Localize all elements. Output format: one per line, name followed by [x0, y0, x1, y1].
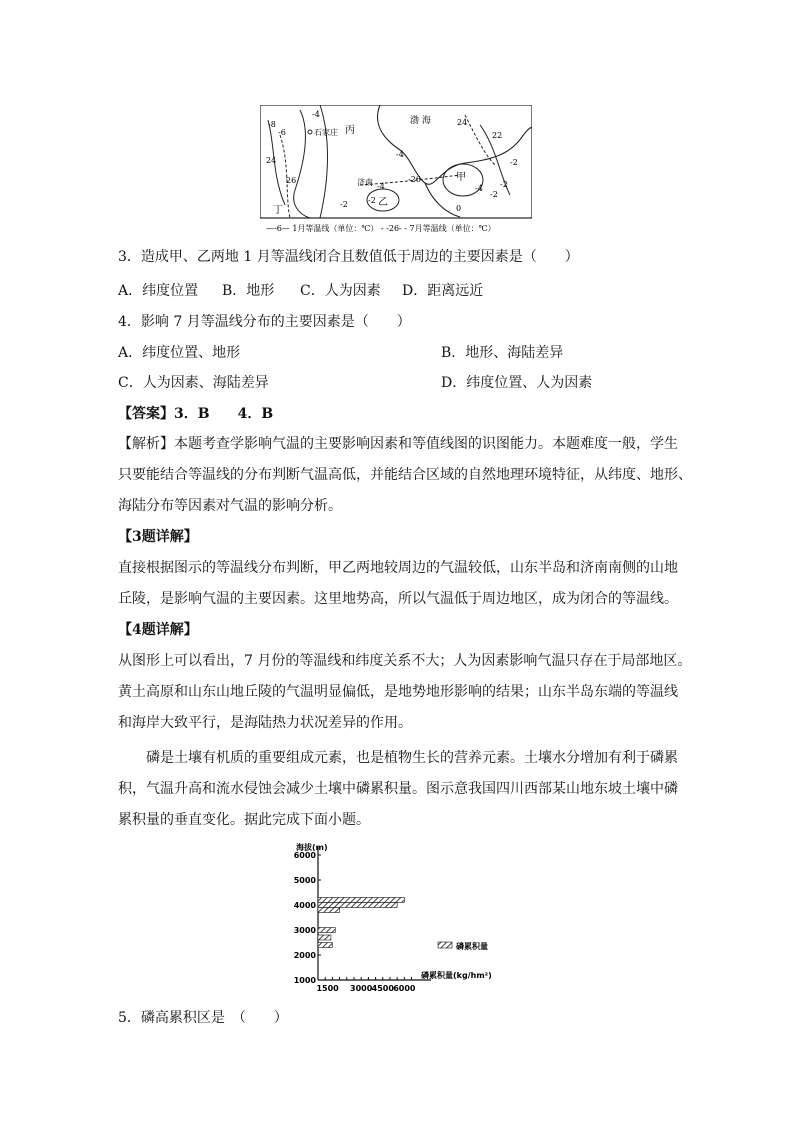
x-tick-label: 6000 [393, 984, 416, 993]
map-legend: —-6— 1月等温线（单位：℃） - -26- - 7月等温线（单位：℃） [266, 224, 496, 233]
label-bing: 丙 [345, 125, 355, 136]
detail3-line-2: 丘陵，是影响气温的主要因素。这里地势高，所以气温低于周边地区，成为闭合的等温线。 [118, 591, 678, 607]
q4-option-b: B．地形、海陆差异 [441, 345, 564, 361]
label-bohai: 渤 海 [410, 116, 431, 126]
detail4-heading: 【4题详解】 [118, 622, 198, 638]
analysis-line-1: 【解析】本题考查学影响气温的主要影响因素和等值线图的识图能力。本题难度一般，学生 [118, 436, 678, 452]
iso-label: 24 [266, 156, 277, 165]
iso-label: 26 [286, 176, 297, 185]
phosphorus-bar [318, 928, 335, 933]
detail4-line-2: 黄土高原和山东山地丘陵的气温明显偏低，是地势地形影响的结果；山东半岛东端的等温线 [118, 684, 678, 700]
jan-isotherm [320, 105, 328, 218]
iso-label: 22 [492, 131, 503, 140]
detail3-line-1: 直接根据图示的等温线分布判断，甲乙两地较周边的气温较低，山东半岛和济南南侧的山地 [118, 560, 678, 576]
detail4-line-1: 从图形上可以看出，7 月份的等温线和纬度关系不大；人为因素影响气温只存在于局部地区。 [118, 653, 692, 669]
y-tick-label: 6000 [293, 851, 316, 860]
intro-line-2: 积，气温升高和流水侵蚀会减少土壤中磷累积量。图示意我国四川西部某山地东坡土壤中磷 [118, 781, 678, 797]
legend-label: 磷累积量 [456, 942, 488, 951]
x-tick-label: 1500 [316, 984, 339, 993]
q4-option-c: C．人为因素、海陆差异 [118, 375, 269, 391]
iso-label: -8 [268, 120, 276, 129]
q3-option-c: C．人为因素 [300, 283, 381, 299]
detail3-heading: 【3题详解】 [118, 529, 198, 545]
iso-label: -4 [312, 110, 320, 119]
phosphorus-bar [318, 943, 332, 948]
y-tick-label: 4000 [293, 901, 316, 910]
intro-line-1: 磷是土壤有机质的重要组成元素，也是植物生长的营养元素。土壤水分增加有利于磷累 [146, 750, 678, 766]
q4-option-d: D．纬度位置、人为因素 [441, 375, 593, 391]
phosphorus-chart [290, 838, 520, 998]
x-tick-label: 3000 [350, 984, 373, 993]
analysis-line-3: 海陆分布等因素对气温的影响分析。 [118, 498, 342, 514]
phosphorus-bar [318, 898, 404, 903]
label-jia: 甲 [456, 172, 466, 183]
label-yi: 乙 [378, 197, 388, 208]
analysis-line-2: 只要能结合等温线的分布判断气温高低，并能结合区域的自然地理环境特征，从纬度、地形、 [118, 467, 692, 483]
phosphorus-bar [318, 903, 397, 908]
q4-stem: 4．影响 7 月等温线分布的主要因素是（ ） [118, 314, 411, 330]
coastline [378, 105, 532, 184]
label-ding: 丁 [273, 205, 283, 216]
phosphorus-bar [318, 908, 340, 913]
q3-stem: 3．造成甲、乙两地 1 月等温线闭合且数值低于周边的主要因素是（ ） [118, 249, 579, 265]
legend-swatch [438, 942, 452, 948]
y-tick-label: 5000 [293, 876, 316, 885]
iso-label: -2 [368, 196, 376, 205]
phosphorus-chart-svg [290, 838, 520, 998]
jul-isotherm [465, 115, 495, 165]
iso-label: -2 [490, 190, 498, 199]
iso-label: -2 [340, 200, 348, 209]
q3-option-b: B．地形 [222, 283, 275, 299]
iso-label: 0 [456, 204, 462, 213]
y-tick-label: 2000 [293, 951, 316, 960]
phosphorus-bar [318, 935, 331, 940]
isotherm-map-svg [260, 105, 532, 235]
detail4-line-3: 和海岸大致平行，是海陆热力状况差异的作用。 [118, 715, 412, 731]
q3-option-a: A．纬度位置 [118, 283, 199, 299]
label-jinan: 济南 [357, 178, 373, 187]
label-shijiazhuang: 石家庄 [314, 128, 338, 137]
q5-stem: 5．磷高累积区是 （ ） [118, 1010, 288, 1026]
map-frame [260, 105, 532, 218]
coastline-south [425, 183, 460, 217]
iso-label: -2 [510, 158, 518, 167]
iso-label: 24 [457, 118, 468, 127]
y-tick-label: 1000 [293, 976, 316, 985]
intro-line-3: 累积量的垂直变化。据此完成下面小题。 [118, 812, 370, 828]
y-axis-label: 海拔(m) [296, 843, 328, 852]
x-axis-label: 磷累积量(kg/hm²) [421, 971, 492, 980]
iso-label: -26 [408, 175, 421, 184]
jan-isotherm [294, 110, 310, 218]
q3-option-d: D．距离远近 [402, 283, 484, 299]
iso-label: -2 [500, 180, 508, 189]
isotherm-map [260, 105, 532, 235]
city-dot-shijiazhuang [308, 130, 312, 134]
iso-label: -4 [377, 182, 385, 191]
x-tick-label: 4500 [371, 984, 394, 993]
iso-label: -6 [278, 128, 286, 137]
y-tick-label: 3000 [293, 926, 316, 935]
q4-option-a: A．纬度位置、地形 [118, 345, 241, 361]
iso-label: -4 [396, 150, 404, 159]
answer-line: 【答案】3．B 4．B [118, 406, 274, 422]
iso-label: -4 [475, 184, 483, 193]
